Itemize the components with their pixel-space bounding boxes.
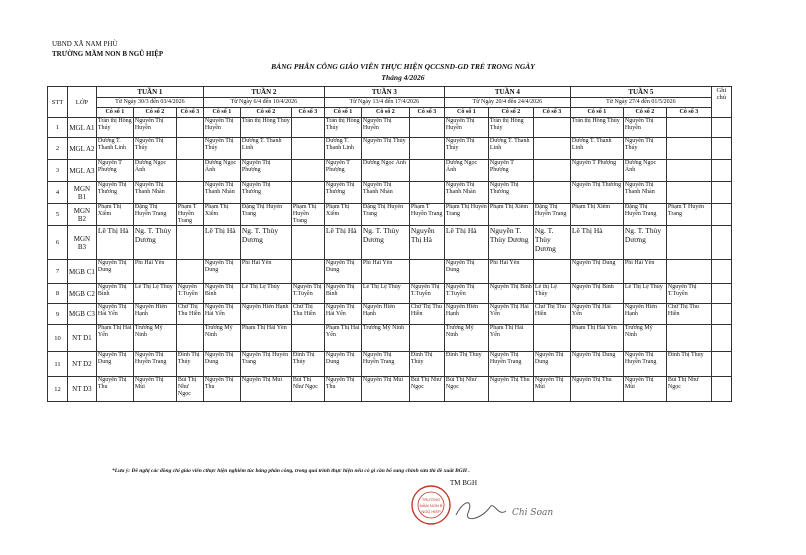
teacher-cell <box>176 182 203 204</box>
teacher-cell: Lê Thị Hà <box>96 226 133 260</box>
row-class: MGN B1 <box>68 182 97 204</box>
note-cell <box>711 325 731 352</box>
teacher-cell <box>533 138 570 160</box>
teacher-cell <box>666 118 711 138</box>
teacher-cell: Dương T. Thanh Linh <box>570 138 623 160</box>
teacher-cell <box>291 118 324 138</box>
teacher-cell: Nguyễn Thị Dung <box>96 352 133 377</box>
teacher-cell: Đặng Thị Huyền Trang <box>623 204 666 226</box>
teacher-cell: Nguyễn Thị Bình <box>324 284 361 304</box>
teacher-cell: Nguyễn Thị Huyền Trang <box>133 352 176 377</box>
teacher-cell: Đinh Thị Thủy <box>666 352 711 377</box>
w1-teacher-3-header: Cô số 3 <box>176 108 203 118</box>
row-stt: 4 <box>48 182 68 204</box>
row-class: MGL A3 <box>68 160 97 182</box>
teacher-cell: Nguyễn Thị Thương <box>570 182 623 204</box>
week-1-range: Từ Ngày 30/3 đến 03/4/2026 <box>96 98 203 108</box>
row-class: MGN B3 <box>68 226 97 260</box>
teacher-cell: Đinh Thị Thủy <box>409 352 444 377</box>
teacher-cell <box>409 118 444 138</box>
week-5-range: Từ Ngày 27/4 đến 01/5/2026 <box>570 98 711 108</box>
teacher-cell: Nguyễn Thị T.Tuyền <box>444 284 488 304</box>
school-stamp <box>410 484 452 531</box>
table-row <box>48 160 732 182</box>
teacher-cell: Nguyễn Thị Thương <box>96 182 133 204</box>
teacher-cell: Đặng Thị Huyền Trang <box>133 204 176 226</box>
teacher-cell: Nguyễn Thị Huyền <box>623 118 666 138</box>
teacher-cell: Dương T. Thanh Linh <box>324 138 361 160</box>
teacher-cell <box>533 182 570 204</box>
teacher-cell <box>666 325 711 352</box>
teacher-cell: Dương Ngọc Ánh <box>203 160 240 182</box>
teacher-cell: Phạm Thị Huyền Trang <box>291 204 324 226</box>
week-5-header: TUẦN 5 <box>570 87 711 98</box>
teacher-cell: Bùi Thị Như Ngọc <box>291 377 324 402</box>
teacher-cell: Nguyễn Thị Thanh Nhàn <box>361 182 409 204</box>
teacher-cell: Dương Ngọc Ánh <box>444 160 488 182</box>
teacher-cell: Lê Thị Hà <box>444 226 488 260</box>
teacher-cell: Lê Thị Hà <box>570 226 623 260</box>
teacher-cell: Dương Ngọc Ánh <box>623 160 666 182</box>
teacher-cell: Nguyễn Thị T.Tuyền <box>291 284 324 304</box>
teacher-cell: Phạm Thị Xiêm <box>488 204 533 226</box>
teacher-cell: Nguyễn T. Thùy Dương <box>488 226 533 260</box>
row-class: MGB C1 <box>68 260 97 284</box>
teacher-cell: Phí Hải Yến <box>623 260 666 284</box>
teacher-cell: Nguyễn Thị Thu <box>203 377 240 402</box>
teacher-cell: Ng. T. Thùy Dương <box>361 226 409 260</box>
teacher-cell <box>176 138 203 160</box>
teacher-cell: Lê Thị Hà <box>203 226 240 260</box>
teacher-cell: Nguyễn Thị Huyền Trang <box>623 352 666 377</box>
teacher-cell <box>176 160 203 182</box>
teacher-cell: Dương T. Thanh Linh <box>96 138 133 160</box>
row-stt: 5 <box>48 204 68 226</box>
teacher-cell <box>176 325 203 352</box>
teacher-cell: Ng. T. Thùy Dương <box>623 226 666 260</box>
teacher-cell: Nguyễn T Phượng <box>324 160 361 182</box>
teacher-cell: Dương Ngọc Ánh <box>133 160 176 182</box>
week-3-range: Từ Ngày 13/4 đến 17/4/2026 <box>324 98 444 108</box>
header-stt: STT <box>48 87 68 118</box>
teacher-cell: Phí Hải Yến <box>133 260 176 284</box>
header-note: Ghi chú <box>711 87 731 118</box>
table-row <box>48 118 732 138</box>
row-stt: 11 <box>48 352 68 377</box>
teacher-cell: Nguyễn Thị Thương <box>488 182 533 204</box>
row-class: MGN B2 <box>68 204 97 226</box>
teacher-cell: Bùi Thị Như Ngọc <box>444 377 488 402</box>
teacher-cell: Phạm T Huyền Trang <box>176 204 203 226</box>
week-4-header: TUẦN 4 <box>444 87 570 98</box>
teacher-cell: Dương T. Thanh Linh <box>240 138 291 160</box>
teacher-cell: Nguyễn T Phượng <box>96 160 133 182</box>
teacher-cell: Nguyễn Thị Dung <box>533 352 570 377</box>
table-row <box>48 182 732 204</box>
table-row <box>48 204 732 226</box>
row-stt: 9 <box>48 304 68 325</box>
teacher-cell: Lê Thị Lệ Thủy <box>623 284 666 304</box>
svg-text:TRƯỜNG: TRƯỜNG <box>421 497 441 502</box>
teacher-cell <box>666 160 711 182</box>
row-class: NT D1 <box>68 325 97 352</box>
w2-teacher-1-header: Cô số 1 <box>203 108 240 118</box>
note-cell <box>711 304 731 325</box>
teacher-cell: Ng. T. Thùy Dương <box>133 226 176 260</box>
teacher-cell: Ng. T. Thùy Dương <box>240 226 291 260</box>
row-stt: 2 <box>48 138 68 160</box>
note-cell <box>711 118 731 138</box>
teacher-cell: Nguyễn Thị Mùi <box>533 377 570 402</box>
teacher-cell: Chử Thị Thu Hiền <box>291 304 324 325</box>
w5-teacher-2-header: Cô số 2 <box>623 108 666 118</box>
w3-teacher-3-header: Cô số 3 <box>409 108 444 118</box>
teacher-cell <box>409 160 444 182</box>
teacher-cell: Phí Hải Yến <box>488 260 533 284</box>
teacher-cell: Trương Mỹ Ninh <box>361 325 409 352</box>
schedule-body <box>48 118 732 402</box>
teacher-cell: Chử Thị Thu Hiền <box>666 304 711 325</box>
teacher-cell: Lê Thị Lệ Thủy <box>361 284 409 304</box>
row-class: MGB C3 <box>68 304 97 325</box>
week-2-range: Từ Ngày 6/4 đến 10/4/2026 <box>203 98 324 108</box>
teacher-cell: Nguyễn Thị T.Tuyền <box>409 284 444 304</box>
row-stt: 10 <box>48 325 68 352</box>
teacher-cell <box>291 226 324 260</box>
row-class: MGL A1 <box>68 118 97 138</box>
teacher-cell: Trương Mỹ Ninh <box>133 325 176 352</box>
teacher-cell: Đặng Thị Huyền Trang <box>361 204 409 226</box>
row-class: MGL A2 <box>68 138 97 160</box>
teacher-cell: Nguyễn Thị Bình <box>488 284 533 304</box>
row-stt: 3 <box>48 160 68 182</box>
w1-teacher-1-header: Cô số 1 <box>96 108 133 118</box>
teacher-cell: Nguyễn Thị Huyền Trang <box>361 352 409 377</box>
w5-teacher-3-header: Cô số 3 <box>666 108 711 118</box>
teacher-cell: Bùi Thị Như Ngọc <box>409 377 444 402</box>
teacher-cell: Nguyễn Thị Hải Yến <box>488 304 533 325</box>
w3-teacher-2-header: Cô số 2 <box>361 108 409 118</box>
teacher-cell <box>409 182 444 204</box>
w4-teacher-1-header: Cô số 1 <box>444 108 488 118</box>
table-row <box>48 226 732 260</box>
note-cell <box>711 284 731 304</box>
teacher-cell: Nguyễn Thị Dung <box>203 352 240 377</box>
teacher-cell: Nguyễn Thị Hải Yến <box>570 304 623 325</box>
teacher-cell: Nguyễn Thị Hải Yến <box>203 304 240 325</box>
teacher-cell <box>291 325 324 352</box>
teacher-cell: Nguyễn Thị Huyền <box>361 118 409 138</box>
row-class: NT D3 <box>68 377 97 402</box>
teacher-cell: Phạm T Huyền Trang <box>409 204 444 226</box>
note-cell <box>711 226 731 260</box>
row-class: MGB C2 <box>68 284 97 304</box>
teacher-cell: Nguyễn Thị Bình <box>96 284 133 304</box>
teacher-cell <box>533 160 570 182</box>
org-name: UBND XÃ NAM PHÙ <box>52 40 118 48</box>
teacher-cell <box>176 260 203 284</box>
teacher-cell: Nguyễn Thị Dung <box>444 260 488 284</box>
teacher-cell: Nguyễn Thị Dung <box>324 260 361 284</box>
teacher-cell: Nguyễn Thị T.Tuyền <box>666 284 711 304</box>
table-row <box>48 325 732 352</box>
table-row <box>48 138 732 160</box>
page-title: BẢNG PHÂN CÔNG GIÁO VIÊN THỰC HIỆN QCCSND-GD TRẺ TRONG NGÀY <box>271 62 535 71</box>
teacher-cell <box>291 160 324 182</box>
teacher-cell <box>409 260 444 284</box>
teacher-cell: Phạm Thị Hải Yến <box>96 325 133 352</box>
teacher-cell: Lê thị Lệ Thủy <box>533 284 570 304</box>
teacher-cell <box>291 182 324 204</box>
teacher-cell: Nguyễn Thị Thúy <box>133 138 176 160</box>
teacher-cell <box>533 260 570 284</box>
row-stt: 1 <box>48 118 68 138</box>
note-cell <box>711 260 731 284</box>
teacher-cell: Nguyễn Hiền Hạnh <box>133 304 176 325</box>
w4-teacher-3-header: Cô số 3 <box>533 108 570 118</box>
teacher-cell: Chử Thị Thu Hiền <box>176 304 203 325</box>
teacher-cell: Nguyễn Thị Mùi <box>361 377 409 402</box>
teacher-cell: Nguyễn Thị Dung <box>570 352 623 377</box>
note-cell <box>711 204 731 226</box>
teacher-cell: Lê Thị Hà <box>324 226 361 260</box>
teacher-cell: Lê Thị Lệ Thủy <box>133 284 176 304</box>
teacher-cell: Nguyễn Thị Dung <box>570 260 623 284</box>
teacher-cell: Nguyễn Thị Dung <box>203 260 240 284</box>
teacher-cell: Nguyễn Thị Thúy <box>623 138 666 160</box>
teacher-cell: Nguyễn Thị Thúy <box>444 138 488 160</box>
teacher-cell: Phạm Thị Huyền Trang <box>444 204 488 226</box>
teacher-cell <box>666 226 711 260</box>
week-2-header: TUẦN 2 <box>203 87 324 98</box>
teacher-cell: Đặng Thị Huyền Trang <box>240 204 291 226</box>
teacher-cell: Đinh Thị Thủy <box>291 352 324 377</box>
teacher-cell: Nguyễn Thị Mùi <box>623 377 666 402</box>
teacher-cell: Phí Hải Yến <box>240 260 291 284</box>
table-row <box>48 260 732 284</box>
week-1-header: TUẦN 1 <box>96 87 203 98</box>
w2-teacher-2-header: Cô số 2 <box>240 108 291 118</box>
row-class: NT D2 <box>68 352 97 377</box>
teacher-cell: Nguyễn Thị Mùi <box>133 377 176 402</box>
teacher-cell: Nguyễn Thị Huyền Trang <box>240 352 291 377</box>
teacher-cell: Nguyễn Thị Thanh Nhàn <box>133 182 176 204</box>
teacher-cell: Nguyễn Thị Thanh Nhàn <box>623 182 666 204</box>
teacher-cell: Nguyễn Thị Dung <box>96 260 133 284</box>
teacher-cell: Nguyễn Thị Huyền <box>444 118 488 138</box>
w2-teacher-3-header: Cô số 3 <box>291 108 324 118</box>
teacher-cell: Nguyễn Thị Thanh Nhàn <box>444 182 488 204</box>
teacher-cell: Bùi Thị Như Ngọc <box>666 377 711 402</box>
teacher-cell: Nguyễn Thị Bình <box>570 284 623 304</box>
note-cell <box>711 182 731 204</box>
teacher-cell: Dương T. Thanh Linh <box>488 138 533 160</box>
note-cell <box>711 138 731 160</box>
w4-teacher-2-header: Cô số 2 <box>488 108 533 118</box>
w5-teacher-1-header: Cô số 1 <box>570 108 623 118</box>
teacher-cell: Phí Hải Yến <box>361 260 409 284</box>
week-3-header: TUẦN 3 <box>324 87 444 98</box>
table-row <box>48 352 732 377</box>
teacher-cell: Nguyễn Thị Thu <box>488 377 533 402</box>
teacher-cell: Phạm Thị Hải Yến <box>240 325 291 352</box>
teacher-cell <box>291 138 324 160</box>
teacher-cell <box>409 138 444 160</box>
school-name: TRƯỜNG MẦM NON B NGŨ HIỆP <box>52 50 164 58</box>
teacher-cell: Nguyễn T Phượng <box>570 160 623 182</box>
teacher-cell: Lê Thị Lệ Thủy <box>240 284 291 304</box>
w1-teacher-2-header: Cô số 2 <box>133 108 176 118</box>
teacher-cell: Trần thị Hồng Thúy <box>240 118 291 138</box>
teacher-cell: Trần thị Hồng Thúy <box>488 118 533 138</box>
teacher-cell: Nguyễn Thị Hà <box>409 226 444 260</box>
teacher-cell: Phạm Thị Hải Yến <box>324 325 361 352</box>
signature <box>452 493 562 532</box>
teacher-cell: Nguyễn Hiền Hạnh <box>623 304 666 325</box>
teacher-cell: Nguyễn Thị Bình <box>203 284 240 304</box>
note-cell <box>711 160 731 182</box>
teacher-cell: Nguyễn Thị Thúy <box>203 138 240 160</box>
teacher-cell: Đinh Thị Thủy <box>176 352 203 377</box>
teacher-cell: Đặng Thị Huyền Trang <box>533 204 570 226</box>
header-lop: LỚP <box>68 87 97 118</box>
svg-text:MẦM NON B: MẦM NON B <box>419 503 443 508</box>
teacher-cell: Nguyễn Thị Mùi <box>240 377 291 402</box>
teacher-cell: Nguyễn Thị Huyền <box>203 118 240 138</box>
teacher-cell <box>291 260 324 284</box>
teacher-cell: Phạm T Huyền Trang <box>666 204 711 226</box>
note-cell <box>711 377 731 402</box>
row-stt: 7 <box>48 260 68 284</box>
teacher-cell: Phạm Thị Hải Yến <box>570 325 623 352</box>
teacher-cell: Phạm Thị Xiêm <box>324 204 361 226</box>
table-row <box>48 304 732 325</box>
teacher-cell: Nguyễn Thị Thanh Nhàn <box>203 182 240 204</box>
teacher-cell: Phạm Thị Xiêm <box>570 204 623 226</box>
row-stt: 8 <box>48 284 68 304</box>
svg-text:NGŨ HIỆP: NGŨ HIỆP <box>421 509 441 514</box>
teacher-cell: Nguyễn Hiền Hạnh <box>240 304 291 325</box>
row-stt: 12 <box>48 377 68 402</box>
teacher-cell: Nguyễn Thị Thương <box>240 182 291 204</box>
teacher-cell: Trương Mỹ Ninh <box>444 325 488 352</box>
teacher-cell: Phạm Thị Hải Yến <box>488 325 533 352</box>
teacher-cell <box>666 182 711 204</box>
schedule-table <box>47 86 732 402</box>
w3-teacher-1-header: Cô số 1 <box>324 108 361 118</box>
teacher-cell: Nguyễn T Phượng <box>488 160 533 182</box>
teacher-cell: Trương Mỹ Ninh <box>623 325 666 352</box>
teacher-cell: Nguyễn Hiền Hạnh <box>361 304 409 325</box>
note-cell <box>711 352 731 377</box>
teacher-cell: Nguyễn T.Tuyền <box>176 284 203 304</box>
teacher-cell: Nguyễn Thị Thu <box>96 377 133 402</box>
teacher-cell: Chử Thị Thu Hiền <box>533 304 570 325</box>
teacher-cell: Phạm Thị Xiêm <box>203 204 240 226</box>
teacher-cell: Chử Thị Thu Hiền <box>409 304 444 325</box>
teacher-cell <box>176 226 203 260</box>
teacher-cell: Trương Mỹ Ninh <box>203 325 240 352</box>
svg-text:Chi Soan: Chi Soan <box>512 508 554 518</box>
row-stt: 6 <box>48 226 68 260</box>
teacher-cell <box>176 118 203 138</box>
teacher-cell: Nguyễn Thị Thu <box>324 377 361 402</box>
teacher-cell: Dương Ngọc Ánh <box>361 160 409 182</box>
teacher-cell: Nguyễn Thị Huyền Trang <box>488 352 533 377</box>
teacher-cell <box>533 325 570 352</box>
teacher-cell: Trần thị Hồng Thúy <box>570 118 623 138</box>
teacher-cell: Trần thị Hồng Thúy <box>96 118 133 138</box>
teacher-cell: Trần thị Hồng Thúy <box>324 118 361 138</box>
teacher-cell: Nguyễn Thị Hải Yến <box>324 304 361 325</box>
week-4-range: Từ Ngày 20/4 đến 24/4/2026 <box>444 98 570 108</box>
teacher-cell <box>666 138 711 160</box>
teacher-cell: Bùi Thị Như Ngọc <box>176 377 203 402</box>
teacher-cell: Nguyễn Thị Thúy <box>361 138 409 160</box>
footer-note: *Lưu ý: Đề nghị các đồng chí giáo viên cthực hiện nghiêm túc bảng phân công, trong quá trình thực hiện nếu có gì cần bổ sung chỉnh sửa thì đề xuất BGH . <box>112 468 470 474</box>
sign-title: TM BGH <box>450 479 478 487</box>
teacher-cell: Nguyễn Hiền Hạnh <box>444 304 488 325</box>
month-title: Tháng 4/2026 <box>381 73 425 82</box>
teacher-cell: Nguyễn Thị Dung <box>324 352 361 377</box>
teacher-cell <box>409 325 444 352</box>
teacher-cell: Nguyễn Thị Hải Yến <box>96 304 133 325</box>
teacher-cell <box>666 260 711 284</box>
teacher-cell: Đinh Thị Thủy <box>444 352 488 377</box>
teacher-cell: Phạm Thị Xiêm <box>96 204 133 226</box>
teacher-cell: Ng. T. Thùy Dương <box>533 226 570 260</box>
teacher-cell: Nguyễn Thị Thu <box>570 377 623 402</box>
teacher-cell: Nguyễn Thị Phượng <box>240 160 291 182</box>
teacher-cell: Nguyễn Thị Huyền <box>133 118 176 138</box>
table-row <box>48 377 732 402</box>
teacher-cell: Nguyễn Thị Thương <box>324 182 361 204</box>
teacher-cell <box>533 118 570 138</box>
table-row <box>48 284 732 304</box>
